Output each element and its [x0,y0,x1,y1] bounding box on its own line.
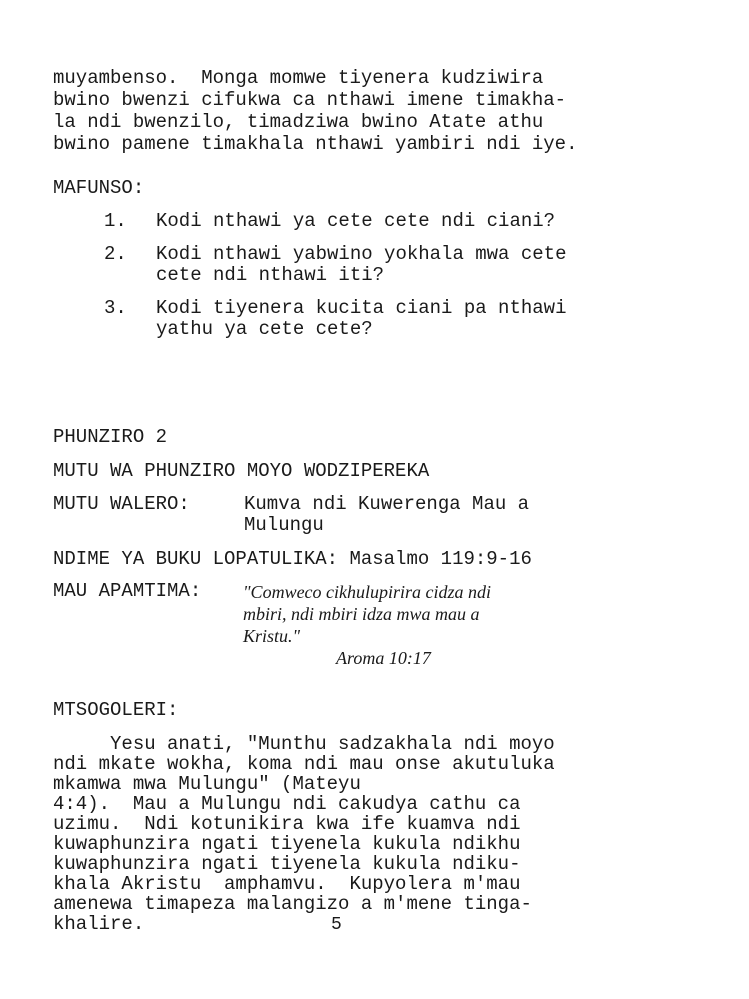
memory-verse-line: mbiri, ndi mbiri idza mwa mau a [243,604,480,624]
intro-line: bwino pamene timakhala nthawi yambiri ndi iye. [53,133,578,155]
mtsogoleri-line: uzimu. Ndi kotunikira kwa ife kuamva ndi [53,813,521,835]
mtsogoleri-line: Yesu anati, "Munthu sadzakhala ndi moyo [53,733,555,755]
mtsogoleri-line: 4:4). Mau a Mulungu ndi cakudya cathu ca [53,793,521,815]
ndime-reading: NDIME YA BUKU LOPATULIKA: Masalmo 119:9-16 [53,548,532,570]
intro-line: bwino bwenzi cifukwa ca nthawi imene timakha- [53,89,567,111]
mtsogoleri-line: amenewa timapeza malangizo a m'mene tinga- [53,893,532,915]
lesson-title: MUTU WA PHUNZIRO MOYO WODZIPEREKA [53,460,430,482]
mtsogoleri-line: kuwaphunzira ngati tiyenela kukula ndiku- [53,853,521,875]
memory-verse-reference: Aroma 10:17 [336,648,431,668]
intro-line: la ndi bwenzilo, timadziwa bwino Atate athu [53,111,544,133]
mtsogoleri-line: khalire. [53,913,145,935]
mau-apamtima-label: MAU APAMTIMA: [53,580,202,602]
question-text: Kodi nthawi ya cete cete ndi ciani? [156,210,556,232]
intro-line: muyambenso. Monga momwe tiyenera kudziwira [53,67,544,89]
mtsogoleri-line: kuwaphunzira ngati tiyenela kukula ndikhu [53,833,521,855]
mtsogoleri-line: ndi mkate wokha, koma ndi mau onse akutuluka [53,753,555,775]
lesson-number-heading: PHUNZIRO 2 [53,426,168,448]
mafunso-heading: MAFUNSO: [53,177,145,199]
memory-verse-line: Kristu." [243,626,301,646]
question-number: 3. [104,297,127,319]
question-text: yathu ya cete cete? [156,318,373,340]
mutu-walero-text: Mulungu [244,514,324,536]
mutu-walero-text: Kumva ndi Kuwerenga Mau a [244,493,530,515]
question-text: Kodi nthawi yabwino yokhala mwa cete [156,243,567,265]
question-text: cete ndi nthawi iti? [156,264,385,286]
mtsogoleri-line: mkamwa mwa Mulungu" (Mateyu [53,773,361,795]
page-number: 5 [331,915,342,935]
question-number: 1. [104,210,127,232]
mtsogoleri-heading: MTSOGOLERI: [53,699,179,721]
memory-verse-line: "Comweco cikhulupirira cidza ndi [243,582,492,602]
question-text: Kodi tiyenera kucita ciani pa nthawi [156,297,567,319]
mutu-walero-label: MUTU WALERO: [53,493,190,515]
question-number: 2. [104,243,127,265]
mtsogoleri-line: khala Akristu amphamvu. Kupyolera m'mau [53,873,521,895]
